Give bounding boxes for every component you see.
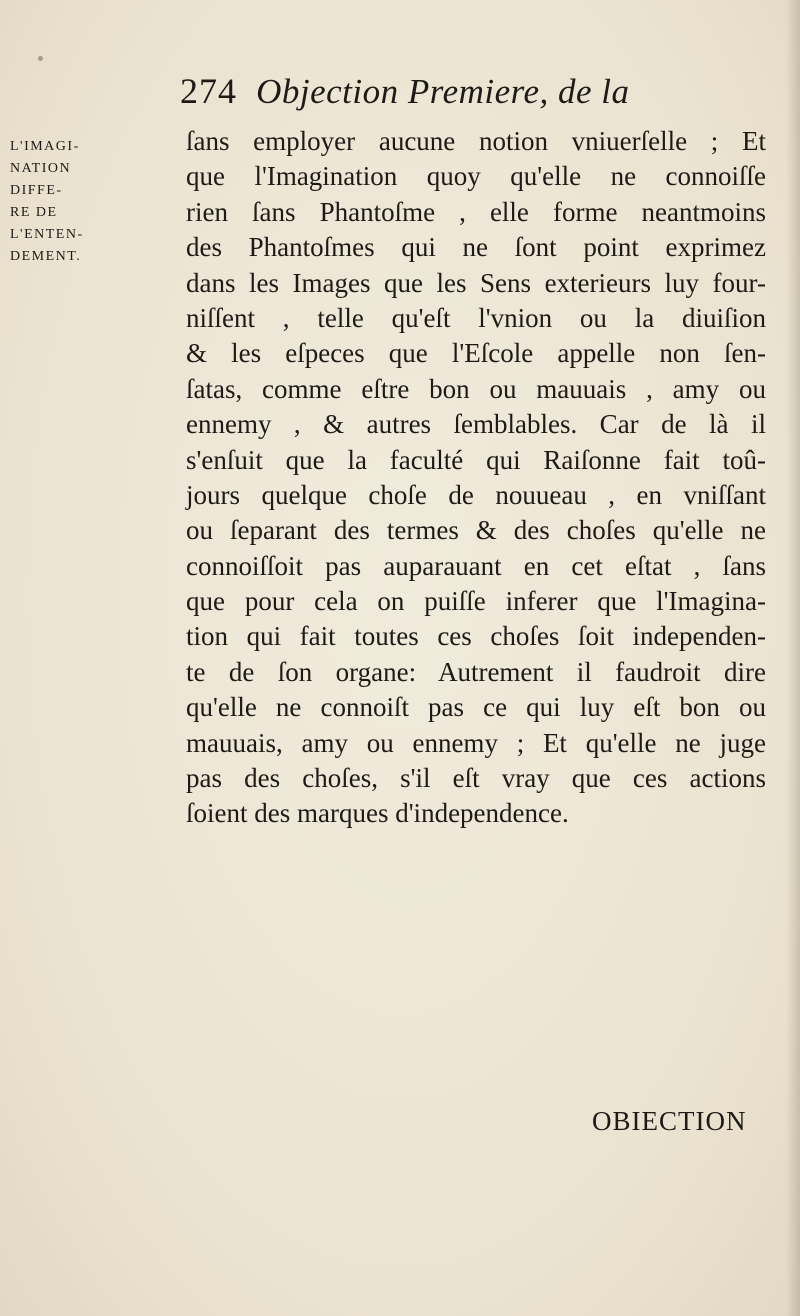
text-line: ſans employer aucune notion vniuerſelle ; Et xyxy=(186,126,766,156)
catchword: OBIECTION xyxy=(592,1106,747,1136)
margin-note-line: L'IMAGI- xyxy=(10,139,80,154)
text-line: & les eſpeces que l'Eſcole appelle non ſen- xyxy=(186,338,766,369)
text-line: jours quelque choſe de nouueau , en vniſſant xyxy=(186,479,766,510)
text-line: mauuais, amy ou ennemy ; Et qu'elle ne juge xyxy=(186,727,766,758)
text-line: tion qui fait toutes ces choſes ſoit independen- xyxy=(186,621,766,652)
margin-note xyxy=(10,136,180,268)
page-edge-shadow xyxy=(786,0,800,1316)
text-line-last: ſoient des marques d'independence. xyxy=(186,798,569,829)
text-line: ennemy , & autres ſemblables. Car de là il xyxy=(186,409,766,440)
text-line: dans les Images que les Sens exterieurs luy four- xyxy=(186,267,766,298)
page-number: 274 xyxy=(180,71,237,111)
text-line: des Phantoſmes qui ne ſont point exprimez xyxy=(186,232,766,263)
margin-note-line: L'ENTEN- xyxy=(10,227,84,242)
text-line: que l'Imagination quoy qu'elle ne connoiſſe xyxy=(186,161,766,192)
text-line: ſatas, comme eſtre bon ou mauuais , amy ou xyxy=(186,373,766,404)
margin-note-line: RE DE xyxy=(10,205,58,220)
text-line: connoiſſoit pas auparauant en cet eſtat , ſans xyxy=(186,550,766,581)
running-title: Objection Premiere, de la xyxy=(256,72,630,111)
text-line: niſſent , telle qu'eſt l'vnion ou la diuiſion xyxy=(186,302,766,333)
text-line: rien ſans Phantoſme , elle forme neantmoins xyxy=(186,196,766,227)
body-text xyxy=(186,124,766,832)
text-line: te de ſon organe: Autrement il faudroit dire xyxy=(186,656,766,687)
text-line: pas des choſes, s'il eſt vray que ces actions xyxy=(186,763,766,794)
text-line: que pour cela on puiſſe inferer que l'Imagina- xyxy=(186,586,766,617)
paper-speck xyxy=(38,56,43,61)
text-line: s'enſuit que la faculté qui Raiſonne fait toû- xyxy=(186,444,766,475)
margin-note-line: NATION xyxy=(10,161,72,176)
margin-note-line: DEMENT. xyxy=(10,249,82,264)
page-header xyxy=(180,70,740,114)
text-line: ou ſeparant des termes & des choſes qu'elle ne xyxy=(186,515,766,546)
margin-note-line: DIFFE- xyxy=(10,183,63,198)
text-line: qu'elle ne connoiſt pas ce qui luy eſt bon ou xyxy=(186,692,766,723)
